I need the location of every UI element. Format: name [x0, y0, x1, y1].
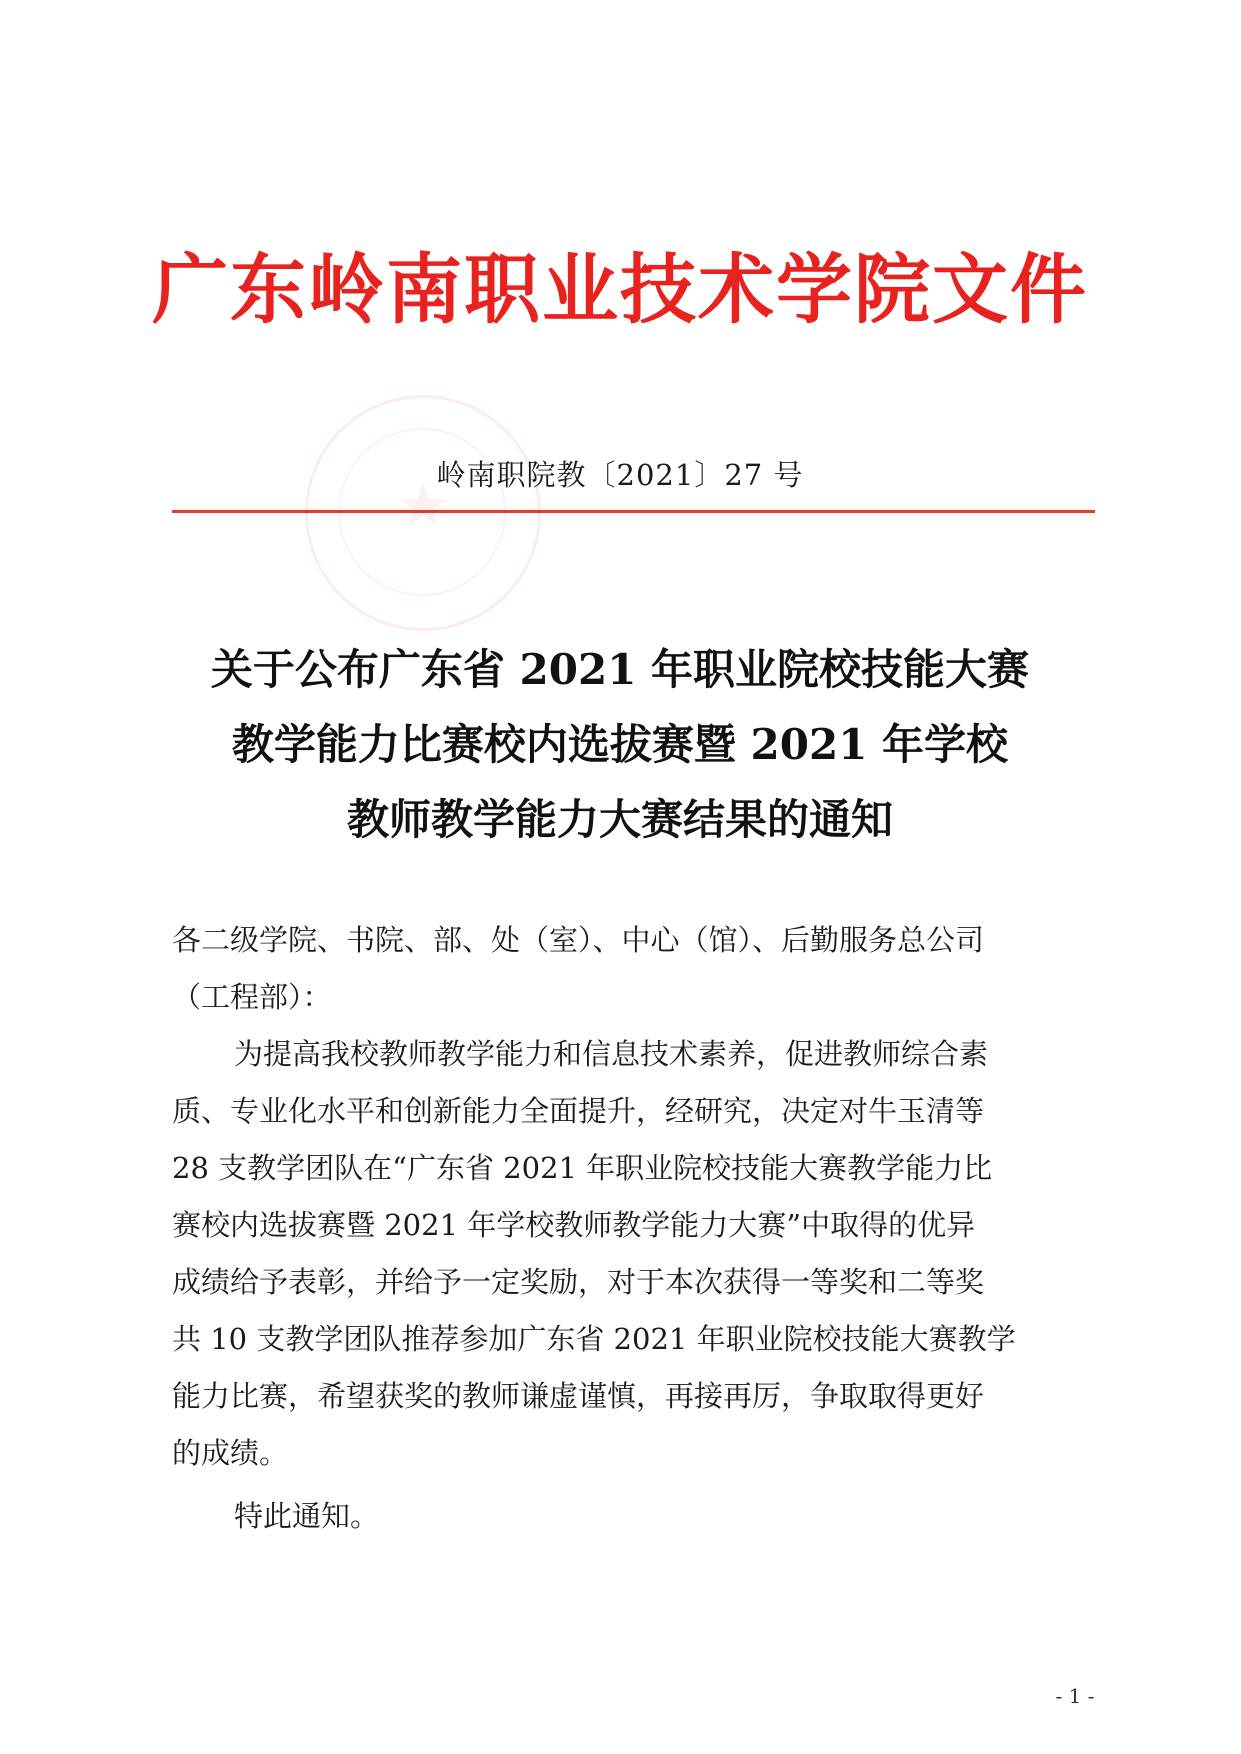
notice-title-line-3: 教师教学能力大赛结果的通知 — [346, 795, 893, 844]
document-masthead: 广东岭南职业技术学院文件 — [152, 245, 1088, 334]
page-number: - 1 - — [1055, 1684, 1095, 1708]
notice-title — [140, 632, 1100, 857]
faded-seal-watermark — [305, 395, 541, 631]
paragraph-line-7: 能力比赛，希望获奖的教师谦虚谨慎，再接再厉，争取取得更好 — [172, 1379, 985, 1413]
paragraph-line-3: 28 支教学团队在“广东省 2021 年职业院校技能大赛教学能力比 — [172, 1151, 993, 1185]
paragraph-line-4: 赛校内选拔赛暨 2021 年学校教师教学能力大赛”中取得的优异 — [172, 1208, 976, 1242]
paragraph-line-6: 共 10 支教学团队推荐参加广东省 2021 年职业院校技能大赛教学 — [172, 1322, 1016, 1356]
addressee-line-1: 各二级学院、书院、部、处（室）、中心（馆）、后勤服务总公司 — [172, 923, 985, 957]
document-number: 岭南职院教〔2021〕27 号 — [436, 458, 804, 492]
paragraph-line-2: 质、专业化水平和创新能力全面提升，经研究，决定对牛玉清等 — [172, 1094, 985, 1128]
seal-star-icon: ★ — [396, 471, 450, 541]
notice-title-line-1: 关于公布广东省 2021 年职业院校技能大赛 — [210, 645, 1030, 694]
addressee-line-2: （工程部）： — [172, 980, 332, 1014]
notice-body — [172, 912, 1095, 1482]
paragraph-line-5: 成绩给予表彰，并给予一定奖励，对于本次获得一等奖和二等奖 — [172, 1265, 985, 1299]
red-divider-rule — [172, 510, 1095, 513]
paragraph-line-1: 为提高我校教师教学能力和信息技术素养，促进教师综合素 — [234, 1037, 989, 1071]
notice-title-line-2: 教学能力比赛校内选拔赛暨 2021 年学校 — [231, 720, 1009, 769]
closing-remark: 特此通知。 — [234, 1499, 380, 1533]
paragraph-line-8: 的成绩。 — [172, 1436, 289, 1470]
